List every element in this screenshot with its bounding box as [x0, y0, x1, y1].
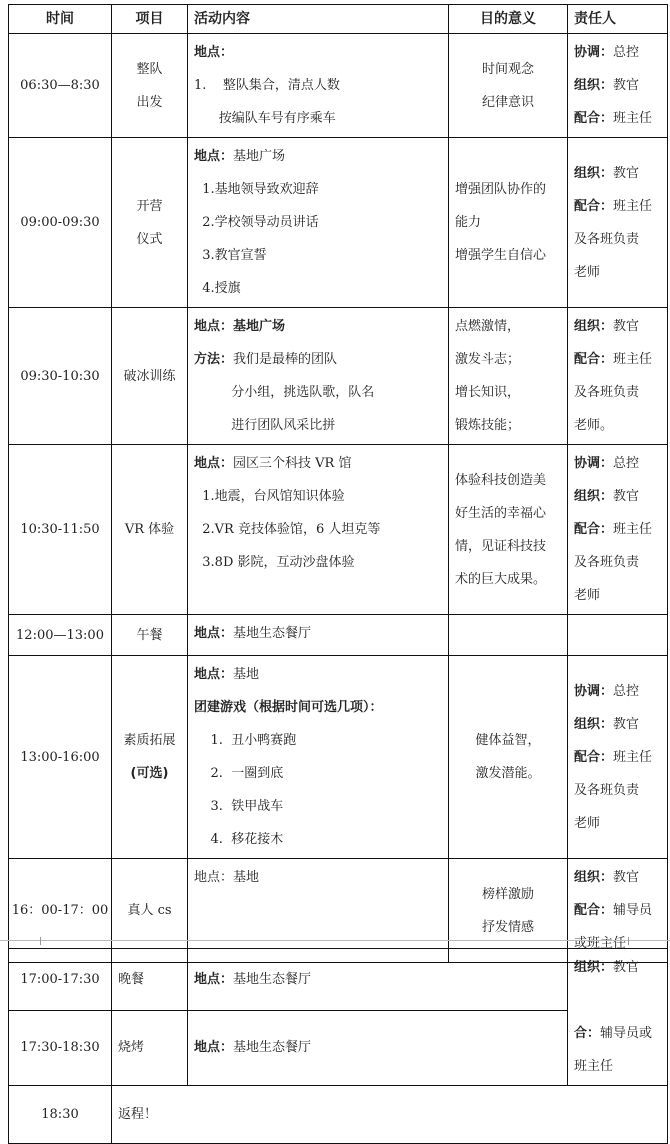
- responsible-name: 教官: [613, 716, 640, 732]
- return-cell: 返程！: [112, 1086, 668, 1144]
- purpose-cell: [449, 308, 568, 445]
- content-cell: [188, 34, 449, 138]
- content-line: [194, 823, 442, 856]
- responsible-role: 组织：: [574, 489, 614, 504]
- responsible-name: 及各班负责: [574, 555, 640, 570]
- responsible-name: 或班主任: [574, 936, 627, 951]
- responsible-line: [574, 774, 661, 807]
- responsible-role: 配合：: [574, 749, 614, 765]
- content-line: [194, 272, 442, 305]
- responsible-role: 组织：: [574, 165, 614, 181]
- responsible-cell: [568, 445, 668, 615]
- responsible-name: 辅导员或: [600, 1026, 653, 1041]
- responsible-name: 辅导员: [613, 903, 653, 918]
- content-line: [194, 546, 442, 579]
- content-label: 地点：: [194, 45, 234, 60]
- purpose-line: 榜样激励: [481, 886, 534, 902]
- responsible-line: [574, 223, 661, 256]
- purpose-cell: [449, 445, 568, 615]
- content-text: 3.教官宣誓: [194, 248, 267, 263]
- content-text: 基地生态餐厅: [233, 1040, 312, 1056]
- content-text: 3. 铁甲战车: [194, 799, 284, 814]
- responsible-line: [574, 984, 661, 1017]
- responsible-line: [574, 310, 661, 343]
- purpose-cell: [449, 859, 568, 963]
- item-line: 真人 cs: [127, 903, 172, 918]
- content-text: 我们是最棒的团队: [233, 352, 338, 367]
- responsible-role: 配合：: [574, 522, 614, 537]
- responsible-line: [574, 256, 661, 289]
- responsible-cell: [568, 34, 668, 138]
- item-cell: [112, 859, 188, 963]
- content-line: [194, 409, 442, 442]
- purpose-line: 好生活的幸福心: [455, 505, 547, 521]
- content-label: 地点：: [194, 667, 234, 682]
- content-label: 方法：: [194, 352, 234, 367]
- responsible-line: [574, 480, 661, 513]
- content-text: 2.学校领导动员讲话: [194, 215, 319, 230]
- content-cell: [188, 656, 449, 859]
- content-text: 基地生态餐厅: [233, 971, 312, 987]
- item-line: 仪式: [136, 231, 163, 247]
- content-line: [194, 239, 442, 272]
- responsible-cell: [568, 308, 668, 445]
- item-line: 开营: [136, 198, 163, 214]
- time-cell: 17:30-18:30: [9, 1010, 112, 1085]
- responsible-role: 组织：: [574, 78, 614, 93]
- purpose-cell: [449, 656, 568, 859]
- responsible-name: 教官: [613, 870, 640, 885]
- purpose-line: 增强团队协作的: [455, 182, 547, 197]
- responsible-role: 组织：: [574, 870, 614, 885]
- page-break: [0, 937, 670, 945]
- content-line: [194, 447, 442, 480]
- responsible-name: 班主任: [574, 1059, 614, 1074]
- purpose-line: 能力: [455, 215, 482, 230]
- item-cell: [112, 308, 188, 445]
- content-text: 分小组，挑选队歌，队名: [194, 385, 375, 400]
- responsible-cell: [568, 615, 668, 656]
- content-label: 地点：基地广场: [194, 319, 286, 334]
- content-text: 基地广场: [233, 149, 286, 164]
- content-text: 进行团队风采比拼: [194, 418, 336, 433]
- content-line: [194, 480, 442, 513]
- time-cell: 06:30—8:30: [9, 34, 112, 138]
- header-time: 时间: [9, 5, 112, 34]
- item-cell: [112, 445, 188, 615]
- responsible-name: 及各班负责: [574, 385, 640, 400]
- purpose-cell: [449, 34, 568, 138]
- responsible-name: 班主任: [613, 111, 653, 126]
- content-label: 团建游戏（根据时间可选几项）：: [194, 700, 383, 715]
- content-line: [194, 691, 442, 724]
- responsible-role: 组织：: [574, 319, 614, 334]
- content-text: 1. 整队集合，清点人数: [194, 78, 340, 93]
- content-line: [194, 658, 442, 691]
- responsible-line: [574, 409, 661, 442]
- content-cell: [188, 138, 449, 308]
- responsible-line: [574, 894, 661, 927]
- responsible-cell: [568, 859, 668, 963]
- content-line: [194, 36, 442, 69]
- content-line: [194, 69, 442, 102]
- content-line: [194, 617, 442, 650]
- responsible-line: [574, 579, 661, 612]
- responsible-line: [574, 546, 661, 579]
- content-line: [194, 376, 442, 409]
- responsible-name: 教官: [613, 78, 640, 93]
- responsible-name: 老师: [574, 588, 601, 603]
- responsible-role: 配合：: [574, 198, 614, 214]
- content-line: [194, 790, 442, 823]
- purpose-line: 健体益智，: [475, 733, 541, 748]
- responsible-line: [574, 513, 661, 546]
- content-text: 地点：基地: [194, 870, 260, 885]
- purpose-line: 纪律意识: [481, 94, 534, 110]
- time-cell: 10:30-11:50: [9, 445, 112, 615]
- header-responsible: 责任人: [568, 5, 668, 34]
- responsible-line: [574, 708, 661, 741]
- purpose-line: 激发潜能。: [475, 766, 541, 781]
- responsible-line: [574, 1050, 661, 1083]
- purpose-line: 抒发情感: [481, 919, 534, 935]
- responsible-role: 协调：: [574, 683, 614, 699]
- responsible-line: [574, 69, 661, 102]
- responsible-name: 班主任: [613, 352, 653, 367]
- content-label: 地点：: [194, 456, 234, 471]
- content-text: 1. 丑小鸭赛跑: [194, 733, 297, 748]
- item-cell: 晚餐: [112, 949, 188, 1011]
- content-line: [194, 513, 442, 546]
- responsible-line: [574, 951, 661, 984]
- responsible-role: 协调：: [574, 456, 614, 471]
- header-content: 活动内容: [188, 5, 449, 34]
- table-row: [9, 308, 668, 445]
- responsible-name: 老师: [574, 264, 601, 280]
- content-text: 基地: [233, 667, 260, 682]
- purpose-line: 时间观念: [481, 61, 534, 77]
- content-text: 园区三个科技 VR 馆: [233, 456, 352, 471]
- content-label: 地点：: [194, 1040, 234, 1056]
- responsible-cell: [568, 138, 668, 308]
- responsible-name: 及各班负责: [574, 782, 640, 798]
- purpose-line: 增强学生自信心: [455, 248, 547, 263]
- responsible-name: 总控: [613, 45, 640, 60]
- schedule-table: [8, 4, 668, 963]
- responsible-line: [574, 157, 661, 190]
- responsible-role: 组织：: [574, 960, 614, 975]
- content-cell: [188, 445, 449, 615]
- content-label: 地点：: [194, 149, 234, 164]
- content-text: 2.VR 竞技体验馆，6 人坦克等: [194, 522, 381, 537]
- content-line: [194, 173, 442, 206]
- item-cell: [112, 138, 188, 308]
- responsible-name: 总控: [613, 683, 640, 699]
- table-row: [9, 445, 668, 615]
- content-text: 基地生态餐厅: [233, 626, 312, 641]
- responsible-name: 教官: [613, 489, 640, 504]
- content-cell: [188, 308, 449, 445]
- responsible-name: 老师: [574, 815, 601, 831]
- time-cell: 12:00—13:00: [9, 615, 112, 656]
- responsible-role: 协调：: [574, 45, 614, 60]
- responsible-line: [574, 1017, 661, 1050]
- purpose-line: 情，见证科技技: [455, 538, 547, 554]
- responsible-name: 老师。: [574, 418, 614, 433]
- responsible-line: [574, 675, 661, 708]
- item-cell: [112, 656, 188, 859]
- item-line: 整队: [136, 61, 163, 77]
- item-line: 破冰训练: [123, 368, 176, 384]
- header-purpose: 目的意义: [449, 5, 568, 34]
- responsible-line: [574, 861, 661, 894]
- table-row: [9, 859, 668, 963]
- table-row: [9, 34, 668, 138]
- responsible-name: 班主任: [613, 522, 653, 537]
- responsible-name: 班主任: [613, 198, 653, 214]
- content-line: [194, 343, 442, 376]
- purpose-line: 激发斗志；: [455, 352, 521, 367]
- table-row: [9, 1086, 668, 1144]
- purpose-line: 增长知识，: [455, 385, 521, 400]
- responsible-role: 组织：: [574, 716, 614, 732]
- content-cell: [188, 859, 449, 963]
- responsible-line: [574, 190, 661, 223]
- content-label: 地点：: [194, 626, 234, 641]
- item-cell: [112, 615, 188, 656]
- time-cell: 09:00-09:30: [9, 138, 112, 308]
- responsible-cell: [568, 949, 668, 1086]
- time-cell: 09:30-10:30: [9, 308, 112, 445]
- responsible-line: [574, 343, 661, 376]
- purpose-line: 点燃激情，: [455, 319, 521, 334]
- responsible-line: [574, 102, 661, 135]
- time-cell: 16：00-17：00: [9, 859, 112, 963]
- table-row: [9, 138, 668, 308]
- content-cell: [188, 949, 568, 1011]
- responsible-name: 班主任: [613, 749, 653, 765]
- header-item: 项目: [112, 5, 188, 34]
- table-row: [9, 949, 668, 1011]
- responsible-role: 配合：: [574, 352, 614, 367]
- content-line: [194, 757, 442, 790]
- item-line: 出发: [136, 94, 163, 110]
- item-line: 素质拓展: [123, 733, 176, 748]
- table-row: [9, 615, 668, 656]
- responsible-line: [574, 807, 661, 840]
- time-cell: 17:00-17:30: [9, 949, 112, 1011]
- content-line: [194, 206, 442, 239]
- responsible-line: [574, 376, 661, 409]
- content-line: [194, 724, 442, 757]
- responsible-name: 教官: [613, 319, 640, 334]
- content-text: 3.8D 影院，互动沙盘体验: [194, 555, 355, 570]
- responsible-cell: [568, 656, 668, 859]
- purpose-cell: [449, 138, 568, 308]
- item-cell: [112, 34, 188, 138]
- content-label: 地点：: [194, 971, 234, 987]
- content-text: 4.授旗: [194, 281, 241, 296]
- content-line: [194, 310, 442, 343]
- responsible-role: 配合：: [574, 903, 614, 918]
- content-text: 按编队车号有序乘车: [194, 111, 336, 126]
- item-line: 午餐: [136, 627, 163, 643]
- schedule-table-continued: [8, 948, 668, 1144]
- time-cell: 13:00-16:00: [9, 656, 112, 859]
- content-text: 4. 移花接木: [194, 832, 284, 847]
- content-cell: [188, 1010, 568, 1085]
- responsible-name: 总控: [613, 456, 640, 471]
- responsible-role: 配合：: [574, 111, 614, 126]
- content-text: 1.基地领导致欢迎辞: [194, 182, 319, 197]
- responsible-name: 教官: [613, 960, 640, 975]
- content-line: [194, 861, 442, 894]
- responsible-line: [574, 741, 661, 774]
- responsible-line: [574, 447, 661, 480]
- item-cell: 烧烤: [112, 1010, 188, 1085]
- content-text: 1.地震，台风馆知识体验: [194, 489, 345, 504]
- purpose-line: 体验科技创造美: [455, 472, 547, 488]
- purpose-line: 术的巨大成果。: [455, 571, 547, 587]
- purpose-cell: [449, 615, 568, 656]
- item-line: (可选): [130, 766, 169, 781]
- content-text: 2. 一圈到底: [194, 766, 284, 781]
- responsible-line: [574, 36, 661, 69]
- header-row: [9, 5, 668, 34]
- purpose-line: 锻炼技能；: [455, 418, 521, 433]
- item-line: VR 体验: [124, 522, 175, 537]
- table-row: [9, 656, 668, 859]
- responsible-name: 及各班负责: [574, 231, 640, 247]
- responsible-name: 教官: [613, 165, 640, 181]
- time-cell: 18:30: [9, 1086, 112, 1144]
- content-line: [194, 140, 442, 173]
- responsible-role: 合：: [574, 1026, 601, 1041]
- content-cell: [188, 615, 449, 656]
- content-line: [194, 102, 442, 135]
